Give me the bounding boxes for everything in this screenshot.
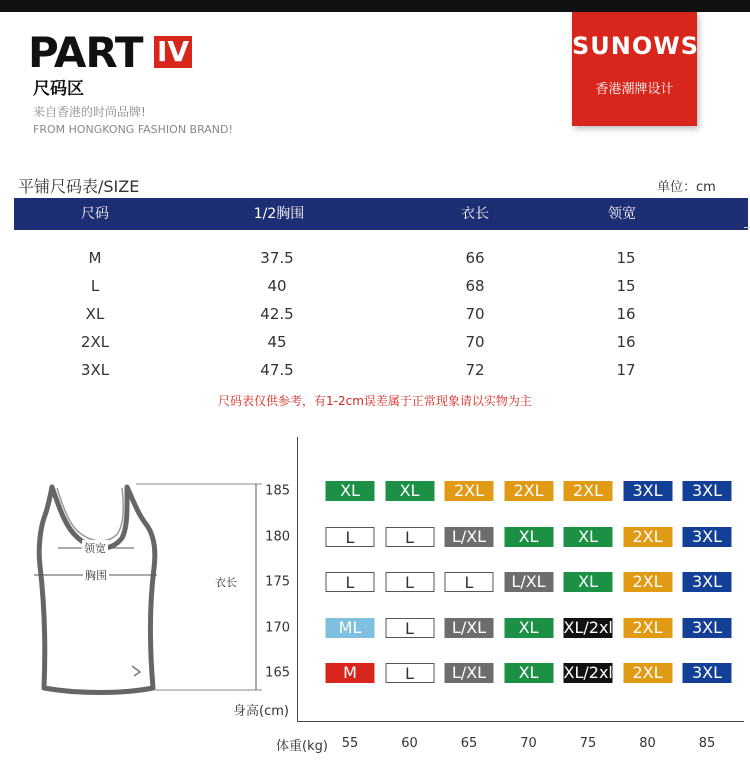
- size-cell: L: [445, 572, 494, 592]
- chart-x-axis: [297, 721, 744, 722]
- hem-mark: [132, 666, 140, 676]
- weight-axis-title: 体重(kg): [276, 739, 328, 754]
- size-cell: 2XL: [623, 572, 672, 592]
- size-table-cell: 70: [465, 333, 485, 351]
- unit-label: 单位：cm: [657, 180, 716, 195]
- height-tick-label: 170: [265, 620, 290, 635]
- height-tick-label: 185: [265, 483, 290, 499]
- size-table-cell: 37.5: [260, 249, 294, 267]
- weight-tick-label: 85: [698, 736, 716, 751]
- size-table-cell: 68: [465, 277, 485, 295]
- size-cell: L: [326, 572, 375, 592]
- size-cell: 3XL: [683, 481, 732, 501]
- size-cell: XL/2xl: [563, 663, 613, 682]
- size-table-cell: 16: [616, 333, 636, 351]
- size-cell: 3XL: [683, 663, 732, 683]
- size-cell: L: [385, 572, 434, 592]
- column-header-chest: 1/2胸围: [253, 206, 305, 222]
- size-cell: 2XL: [623, 663, 672, 683]
- logo-subtitle: 香港潮牌设计: [595, 82, 674, 97]
- neck-inner-trim: [57, 488, 123, 541]
- size-cell: 2XL: [564, 481, 613, 501]
- height-tick-label: 180: [265, 529, 290, 544]
- column-header-collar: 领宽: [608, 206, 636, 222]
- weight-tick-label: 60: [401, 736, 418, 751]
- size-table-title: 平铺尺码表/SIZE: [18, 177, 140, 196]
- chest-label: 胸围: [85, 569, 107, 582]
- size-cell: 2XL: [504, 481, 553, 501]
- size-table-cell: 42.5: [260, 305, 294, 323]
- size-cell: XL: [504, 663, 553, 683]
- size-table-cell: L: [90, 277, 100, 295]
- size-table-cell: 15: [616, 249, 636, 267]
- size-cell: L/XL: [445, 618, 494, 638]
- height-tick-label: 165: [265, 665, 290, 681]
- size-table-cell: 2XL: [80, 333, 110, 351]
- tank-top-outline: [39, 487, 155, 693]
- size-cell: 2XL: [445, 481, 494, 501]
- size-table-cell: 15: [616, 277, 636, 295]
- size-cell: 2XL: [623, 618, 672, 638]
- size-cell: L: [385, 618, 434, 638]
- weight-tick-label: 70: [520, 736, 537, 751]
- length-label: 衣长: [215, 576, 237, 589]
- size-cell: L/XL: [445, 527, 494, 547]
- size-cell: L: [326, 527, 375, 547]
- height-tick-label: 175: [265, 574, 290, 590]
- size-cell: M: [326, 663, 375, 683]
- size-cell: XL: [504, 618, 553, 638]
- size-table-cell: 17: [616, 361, 636, 379]
- size-cell: 2XL: [623, 527, 672, 547]
- size-table-cell: 66: [465, 249, 485, 267]
- weight-tick-label: 75: [579, 736, 597, 751]
- size-table-cell: XL: [85, 305, 105, 323]
- tagline-en: FROM HONGKONG FASHION BRAND!: [33, 123, 233, 136]
- size-table-cell: 47.5: [260, 361, 294, 379]
- section-subtitle: 尺码区: [33, 79, 84, 99]
- size-table-cell: 72: [465, 361, 485, 379]
- size-cell: L/XL: [504, 572, 553, 592]
- weight-tick-label: 80: [639, 736, 656, 751]
- size-cell: L: [385, 663, 434, 683]
- size-cell: 3XL: [683, 618, 732, 638]
- size-note: 尺码表仅供参考，有1-2cm误差属于正常现象请以实物为主: [218, 394, 532, 408]
- size-cell: XL: [504, 527, 553, 547]
- size-table-cell: 16: [616, 305, 636, 323]
- size-cell: XL: [326, 481, 375, 501]
- brand-numeral: IV: [154, 36, 192, 68]
- size-table-cell: 70: [465, 305, 485, 323]
- size-table-cell: 3XL: [80, 361, 110, 379]
- size-cell: L/XL: [445, 663, 494, 683]
- size-cell: 3XL: [623, 481, 672, 501]
- size-cell: XL: [564, 527, 613, 547]
- tagline-cn: 来自香港的时尚品牌!: [33, 105, 146, 119]
- size-cell: ML: [326, 618, 375, 638]
- chart-y-axis: [297, 437, 298, 721]
- weight-tick-label: 65: [460, 736, 478, 751]
- size-table-cell: 45: [267, 333, 287, 351]
- height-axis-title: 身高(cm): [233, 704, 289, 719]
- size-cell: 3XL: [683, 572, 732, 592]
- size-table-cell: 40: [267, 277, 287, 295]
- column-header-length: 衣长: [461, 206, 489, 222]
- size-cell: XL: [564, 572, 613, 592]
- size-cell: XL: [385, 481, 434, 501]
- collar-label: 领宽: [84, 542, 106, 555]
- column-header-size: 尺码: [81, 206, 109, 222]
- size-table-cell: M: [88, 249, 102, 267]
- size-cell: XL/2xl: [563, 617, 613, 637]
- logo-name: SUNOWS: [572, 32, 700, 60]
- size-cell: 3XL: [683, 527, 732, 547]
- brand-name: PART: [28, 28, 143, 77]
- weight-tick-label: 55: [341, 736, 359, 751]
- size-cell: L: [385, 527, 434, 547]
